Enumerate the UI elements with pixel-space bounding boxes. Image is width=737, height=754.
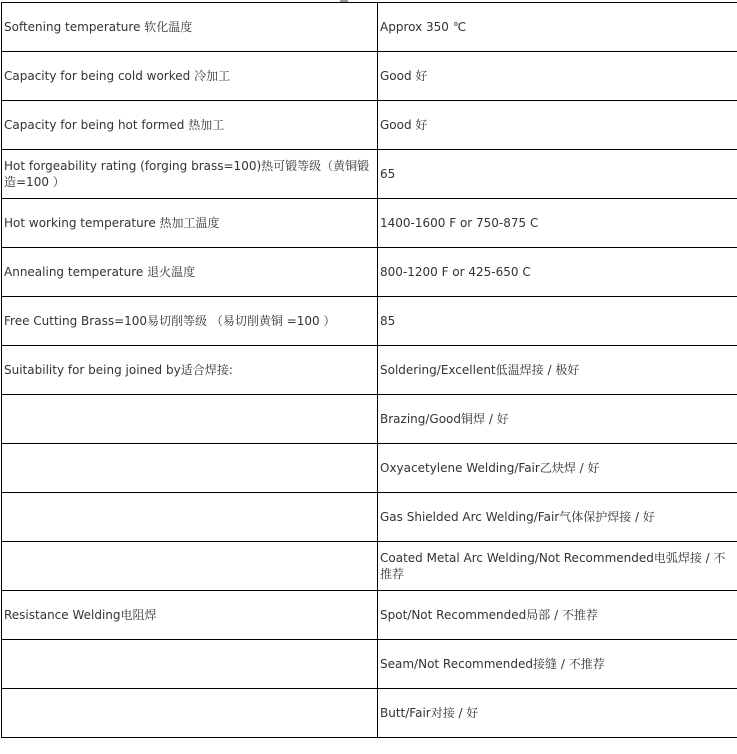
table-row — [2, 591, 737, 640]
table-row — [2, 640, 737, 689]
value-cell: 85 — [378, 297, 737, 346]
table-row — [2, 493, 737, 542]
value-cell: 65 — [378, 150, 737, 199]
property-cell — [2, 395, 378, 444]
value-cell: Spot/Not Recommended局部 / 不推荐 — [378, 591, 737, 640]
value-cell: Approx 350 ℃ — [378, 3, 737, 52]
value-cell: 1400-1600 F or 750-875 C — [378, 199, 737, 248]
value-cell: Good 好 — [378, 101, 737, 150]
table-row — [2, 297, 737, 346]
value-cell: Gas Shielded Arc Welding/Fair气体保护焊接 / 好 — [378, 493, 737, 542]
table-row — [2, 542, 737, 591]
table-row — [2, 3, 737, 52]
value-cell: Good 好 — [378, 52, 737, 101]
property-cell: Softening temperature 软化温度 — [2, 3, 378, 52]
value-cell: Brazing/Good铜焊 / 好 — [378, 395, 737, 444]
value-cell: Butt/Fair对接 / 好 — [378, 689, 737, 738]
table-row — [2, 248, 737, 297]
table-row — [2, 150, 737, 199]
property-cell — [2, 542, 378, 591]
table-row — [2, 395, 737, 444]
properties-table — [1, 2, 737, 738]
property-cell: Capacity for being cold worked 冷加工 — [2, 52, 378, 101]
properties-table-body — [2, 3, 737, 738]
table-row — [2, 199, 737, 248]
value-cell: Oxyacetylene Welding/Fair乙炔焊 / 好 — [378, 444, 737, 493]
value-cell: Coated Metal Arc Welding/Not Recommended电弧焊接 / 不推荐 — [378, 542, 737, 591]
value-cell: Soldering/Excellent低温焊接 / 极好 — [378, 346, 737, 395]
value-cell: Seam/Not Recommended接缝 / 不推荐 — [378, 640, 737, 689]
table-row — [2, 444, 737, 493]
table-row — [2, 101, 737, 150]
property-cell — [2, 444, 378, 493]
table-row — [2, 689, 737, 738]
property-cell: Suitability for being joined by适合焊接: — [2, 346, 378, 395]
property-cell — [2, 689, 378, 738]
property-cell: Resistance Welding电阻焊 — [2, 591, 378, 640]
table-row — [2, 52, 737, 101]
table-row — [2, 346, 737, 395]
property-cell: Capacity for being hot formed 热加工 — [2, 101, 378, 150]
property-cell — [2, 493, 378, 542]
property-cell: Free Cutting Brass=100易切削等级 （易切削黄铜 =100 ） — [2, 297, 378, 346]
property-cell: Hot forgeability rating (forging brass=100)热可锻等级（黄铜锻造=100 ） — [2, 150, 378, 199]
value-cell: 800-1200 F or 425-650 C — [378, 248, 737, 297]
property-cell — [2, 640, 378, 689]
property-cell: Hot working temperature 热加工温度 — [2, 199, 378, 248]
property-cell: Annealing temperature 退火温度 — [2, 248, 378, 297]
